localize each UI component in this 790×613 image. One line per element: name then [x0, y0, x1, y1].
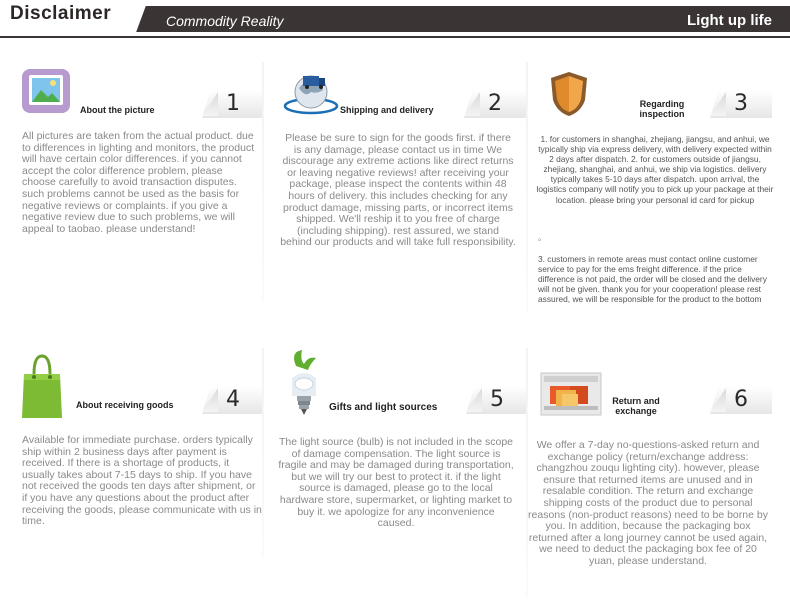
section-number: 2 [488, 91, 502, 116]
section-title: Return and exchange [612, 396, 660, 416]
card-divider [262, 348, 264, 558]
section-title: About receiving goods [76, 400, 174, 410]
delivery-truck-icon [540, 372, 602, 416]
section-body: 1. for customers in shanghai, zhejiang, jiangsu, and anhui, we typically ship via express delivery, with delivery expected within 2 days after dispatch. 2. for customers outside of jiangsu, zhejiang, shanghai, and anhui, we ship via logistics. delivery typically takes 5-10 days after dispatch. upon arrival, the logistics company will notify you to pick up your package at their location. please bring your personal id card for pickup [536, 134, 774, 205]
section-body-continued: 3. customers in remote areas must contact online customer service to pay for the ems freight difference. if the price difference is not paid, the order will be closed and the delivery will not be given. thank you for your cooperation! please rest assured, we will be responsible for the product to the bottom [538, 254, 767, 305]
card-divider [262, 62, 264, 302]
section-regarding-inspection [536, 62, 786, 322]
section-number-tab [466, 386, 528, 414]
section-number: 6 [734, 387, 748, 412]
section-number-tab [202, 90, 264, 118]
light-bulb-icon [286, 348, 322, 418]
page-subtitle: Commodity Reality [166, 13, 284, 29]
section-number: 3 [734, 91, 748, 116]
photo-icon [21, 68, 71, 114]
card-divider [526, 62, 528, 312]
section-about-picture [18, 62, 268, 292]
section-body: The light source (bulb) is not included in the scope of damage compensation. The light source is fragile and may be damaged during transportation, but we will try our best to protect it. if the light source is damaged, please go to the local hardware store, supermarket, or lighting market to buy it. we apologize for any inconvenience caused. [278, 436, 514, 530]
section-about-receiving-goods [18, 348, 268, 548]
section-body: Available for immediate purchase. orders typically ship within 2 business days after payment is received. If there is a shortage of products, it usually takes about 7-15 days to ship. If you have not received the goods ten days after shipment, or if you have any questions about the product after receiving the goods, please communicate with us in time. [22, 434, 262, 528]
page-slogan: Light up life [687, 12, 772, 29]
section-mark: 。 [538, 232, 547, 242]
section-title: Gifts and light sources [329, 402, 438, 413]
section-body: All pictures are taken from the actual product. due to differences in lighting and monitors, the product will have certain color differences. if you cannot accept the color difference problem, please choose carefully to avoid transaction disputes. such problems cannot be used as the basis for negative reviews or complaints. if you give a negative review due to such problems, we will appeal to taobao. please understand! [22, 130, 255, 235]
section-title: About the picture [80, 105, 155, 115]
page-title: Disclaimer [10, 3, 112, 24]
section-number-tab [464, 90, 526, 118]
shopping-bag-icon [20, 352, 64, 420]
banner-underline [0, 36, 790, 38]
section-gifts-light-sources [278, 348, 528, 548]
section-shipping-delivery [280, 62, 530, 292]
section-number: 1 [226, 91, 240, 116]
section-return-exchange [528, 348, 782, 598]
section-title: Regarding inspection [639, 99, 685, 119]
section-body: We offer a 7-day no-questions-asked return and exchange policy (return/exchange address: changzhou zouqu lighting city). however, please ensure that returned items are unused and in resalable condition. The return and exchange shipping costs of the product due to personal reasons (non-product reasons) need to be borne by you. In addition, because the packaging box returned after a long journey cannot be used again, we need to deduct the packaging box fee of 20 yuan, please understand. [528, 439, 768, 567]
section-title: Shipping and delivery [340, 105, 434, 115]
globe-icon [283, 68, 339, 118]
section-number: 4 [226, 387, 240, 412]
shield-icon [548, 70, 590, 118]
section-number-tab [202, 386, 264, 414]
header-banner [0, 0, 790, 38]
section-number-tab [710, 90, 772, 118]
section-number: 5 [490, 387, 504, 412]
section-body: Please be sure to sign for the goods first. if there is any damage, please contact us in time We discourage any extreme actions like direct returns or leaving negative reviews! after receiving your package, please inspect the contents within 48 hours of delivery. this includes checking for any product damage, missing parts, or incorrect items shipped. We'll reship it to you free of charge (including shipping). rest assured, we stand behind our products and will take full responsibility. [280, 132, 516, 249]
section-number-tab [710, 386, 772, 414]
